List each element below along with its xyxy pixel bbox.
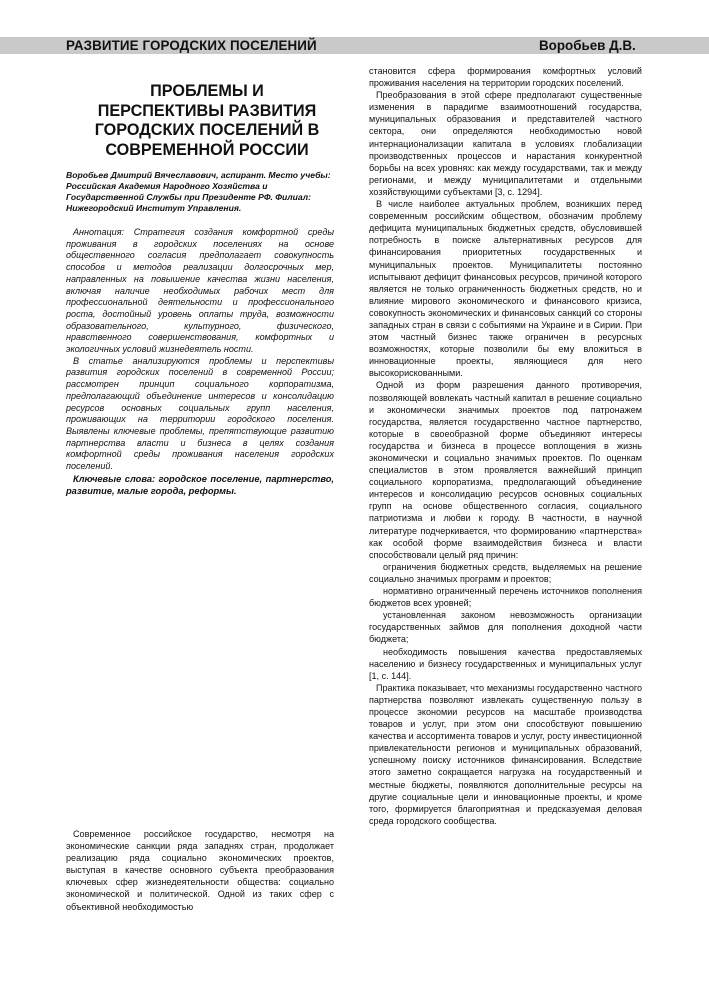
right-column — [369, 65, 642, 827]
keywords: Ключевые слова: городское поселение, партнерство, развитие, малые города, реформы. — [66, 473, 334, 496]
body-paragraph: Современное российское государство, несмотря на экономические санкции ряда западнях стран, продолжает реализацию ряда социально экономических проектов, выступая в качестве основного субъекта преобразования ключевых сфер жизнедеятельности общества: социально экономической и политической. Одной из таких сфер с объективной необходимостью — [66, 829, 334, 912]
list-item: ограничения бюджетных средств, выделяемых на решение социально значимых программ и проектов; — [369, 561, 642, 584]
title-line: ПРОБЛЕМЫ И — [150, 82, 264, 100]
body-paragraph: становится сфера формирования комфортных условий проживания населения на территории городских поселений. — [369, 66, 642, 89]
abstract — [66, 227, 334, 473]
article-title — [66, 82, 334, 160]
title-line: ГОРОДСКИХ ПОСЕЛЕНИЙ В — [94, 121, 320, 139]
title-line: ПЕРСПЕКТИВЫ РАЗВИТИЯ — [97, 101, 317, 120]
intro-text — [66, 828, 334, 913]
abstract-paragraph: Аннотация: Стратегия создания комфортной среды проживания в городских поселениях на основе общественного согласия предполагает совокупность способов и методов реализации долгосрочных мер, направленных на повышение качества жизни населения, включая наличие необходимых рабочих мест для профессиональной деятельности и профессионального роста, достойный уровень оплаты труда, возможности образовательного, культурного, физического, нравственного совершенствования, комфортных и экологичных условий жизнедеятель ности. — [66, 227, 334, 355]
abstract-paragraph: В статье анализируются проблемы и перспективы развития городских поселений в современной России; рассмотрен принцип социального корпоратизма, предполагающий объединение интересов и консолидацию ресурсов основных социальных групп населения, проживающих на территории городского поселения. Выявлены ключевые проблемы, препятствующие развитию партнерства власти и бизнеса в целях создания комфортной среды проживания населения городских поселений. — [66, 355, 334, 472]
body-paragraph: Преобразования в этой сфере предполагают существенные изменения в парадигме взаимоотношений государства, муниципальных образования и представителей частного сектора, они определяются необходимостью новой интернационализации капитала в условиях глобализации производственных процессов и нарастания конкурентной борьбы на всех уровнях: как между государствами, так и между регионами, и между муниципалитетами и отдельными хозяйствующими субъектами [3, с. 1294]. — [369, 90, 642, 197]
title-line: СОВРЕМЕННОЙ РОССИИ — [105, 140, 309, 159]
body-paragraph: Практика показывает, что механизмы государственно частного партнерства позволяют извлекать существенную пользу в процессе экономии ресурсов на масштабе производства товаров и услуг, при этом они способствуют повышению качества и ассортимента товаров и услуг, росту инвестиционной привлекательности регионов и муниципальных образований, успешному поиску источников финансирования. Вследствие этого заметно сокращается нагрузка на государственный и местные бюджеты, появляются дополнительные ресурсы на другие социальные цели и инновационные проекты, и кроме того, формируется благоприятная и предсказуемая деловая среда городского сообщества. — [369, 682, 642, 826]
running-header-section: РАЗВИТИЕ ГОРОДСКИХ ПОСЕЛЕНИЙ — [66, 38, 317, 53]
body-paragraph: В числе наиболее актуальных проблем, возникших перед современным российским обществом, обозначим проблему дефицита муниципальных бюджетных средств, обусловившей потребность в поиске альтернативных ресурсов для финансирования приоритетных государственных и муниципальных проектов. Муниципалитеты постоянно испытывают дефицит финансовых ресурсов, причиной которого является не только ограниченность бюджетных средств, но и влияние мирового экономического и финансового кризиса, совокупность экономических и финансовых санкций со стороны западных стран в связи с событиями на Украине и в Сирии. При этом частный бизнес также ограничен в ресурсных возможностях, которые позволили бы ему вложиться в инновационные проекты, являющиеся для него высокорискованными. — [369, 199, 642, 379]
list-item: установленная законом невозможность организации государственных займов для пополнения доходной части бюджета; — [369, 610, 642, 645]
list-item: нормативно ограниченный перечень источников пополнения бюджетов всех уровней; — [369, 586, 642, 609]
author-info: Воробьев Дмитрий Вячеславович, аспирант. Место учебы: Российская Академия Народного Хозяйства и Государственной Службы при Президенте РФ. Филиал: Нижегородский Институт Управления. — [66, 170, 331, 213]
running-header-author: Воробьев Д.В. — [539, 38, 636, 53]
left-column — [66, 82, 334, 497]
list-item: необходимость повышения качества предоставляемых населению и бизнесу государственных и муниципальных услуг [1, с. 144]. — [369, 646, 642, 681]
body-paragraph: Одной из форм разрешения данного противоречия, позволяющей вовлекать частный капитал в решение социально и экономически значимых проектов под патронажем государства, является государственно частное партнерство, которые в своеобразной форме объединяют интересы государства и бизнеса в процессе воплощения в жизнь экономически и социально значимых проектов. По оценкам специалистов в этом проявляется важнейший принцип социального корпоратизма, предполагающий объединение интересов и консолидацию ресурсов основных социальных групп на основе общественного согласия, социального патриотизма и любви к городу. В частности, в научной литературе подчеркивается, что формированию «партнерства» как особой форме взаимодействия бизнеса и власти способствовали целый ряд причин: — [369, 380, 642, 560]
